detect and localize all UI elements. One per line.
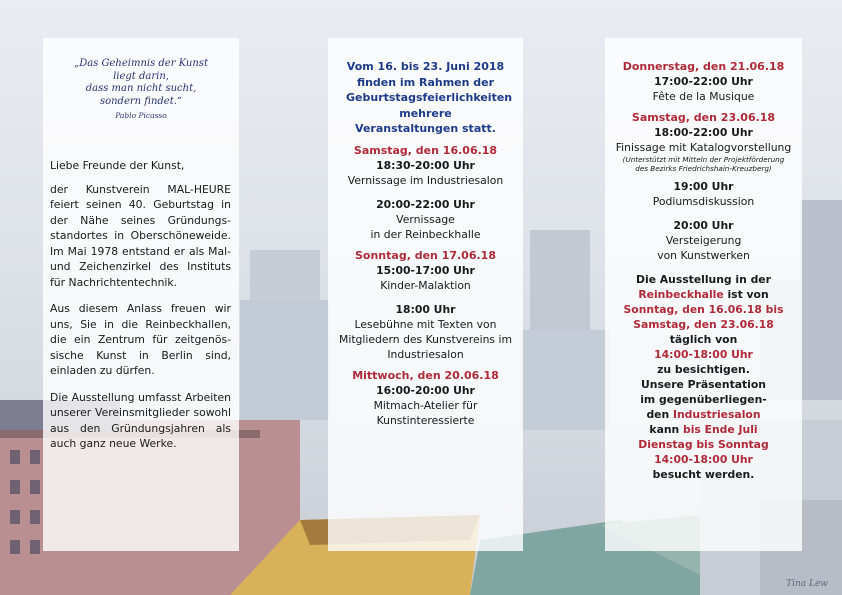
day-heading: Mittwoch, den 20.06.18	[352, 368, 499, 382]
funding-note: (Unterstützt mit Mitteln der Projektförderung	[622, 155, 785, 164]
event-time: 18:30-20:00 Uhr	[376, 158, 475, 172]
info-text: besucht werden.	[652, 468, 755, 481]
day-heading: Sonntag, den 17.06.18	[355, 248, 496, 262]
event-time: 20:00-22:00 Uhr	[376, 197, 475, 211]
day-heading: Samstag, den 16.06.18	[353, 143, 498, 157]
event-time: 18:00 Uhr	[395, 302, 456, 316]
letter-paragraph: Die Ausstellung umfasst Arbeiten unserer Vereinsmitglieder sowohl aus den Gründungsjahren als auch ganz neue Werke.	[50, 390, 231, 450]
letter-paragraph: der Kunstverein MAL-HEURE feiert seinen 40. Geburtstag in der Nähe seines Gründungsstandortes in Oberschöneweide. Im Mai 1978 entstand er als Mal-und Zeichenzirkel des Instituts für Nachrichtentechnik.	[50, 182, 231, 289]
day-heading: Donnerstag, den 21.06.18	[622, 60, 785, 73]
middle-panel	[328, 38, 523, 551]
intro-heading: Vom 16. bis 23. Juni 2018 finden im Rahmen der Geburtstagsfeierlichkeiten mehrere Veranstaltungen statt.	[346, 60, 513, 135]
left-panel	[43, 38, 239, 551]
artist-signature: Tina Lew	[786, 579, 828, 589]
info-text: kann	[649, 423, 683, 436]
day-heading: Samstag, den 23.06.18	[631, 111, 776, 124]
event-time: 16:00-20:00 Uhr	[376, 383, 475, 397]
event-title: Finissage mit Katalogvorstellung	[615, 141, 792, 154]
event-time: 17:00-22:00 Uhr	[654, 75, 753, 88]
info-text: zu besichtigen.	[657, 363, 750, 376]
event-title: Vernissage	[396, 212, 455, 226]
event-title: Kinder-Malaktion	[380, 278, 471, 292]
quote	[43, 58, 239, 120]
quote-line: sondern findet.“	[99, 95, 183, 107]
event-title: Versteigerung	[665, 234, 742, 247]
event-title: Podiumsdiskussion	[652, 195, 755, 208]
event-title: Lesebühne mit Texten von Mitgliedern des Kunstvereins im Industriesalon	[339, 317, 512, 361]
venue-name: Reinbeckhalle	[638, 288, 724, 301]
funding-note: des Bezirks Friedrichshain-Kreuzberg)	[635, 164, 772, 173]
event-time: 18:00-22:00 Uhr	[654, 126, 753, 139]
info-text: ist von	[723, 288, 769, 301]
date-range: Sonntag, den 16.06.18 bis	[623, 303, 784, 316]
event-title: in der Reinbeckhalle	[370, 227, 481, 241]
info-text: Die Ausstellung in der	[636, 273, 771, 286]
date-range: Samstag, den 23.06.18	[633, 318, 774, 331]
exhibition-info	[605, 272, 802, 482]
info-text: Unsere Präsentation	[641, 378, 766, 391]
greeting: Liebe Freunde der Kunst,	[50, 159, 185, 172]
program-schedule-continued	[605, 59, 802, 482]
program-schedule	[328, 59, 523, 428]
quote-line: liegt darin,	[113, 70, 169, 82]
opening-hours: 14:00-18:00 Uhr	[654, 453, 753, 466]
info-text: im gegenüberliegen-	[640, 393, 767, 406]
info-text: den	[646, 408, 673, 421]
until-date: bis Ende Juli	[683, 423, 758, 436]
event-title: Kunstinteressierte	[376, 413, 475, 427]
event-title: Vernissage im Industriesalon	[347, 173, 504, 187]
event-title: Fête de la Musique	[652, 90, 755, 103]
letter-text	[50, 158, 231, 463]
letter-paragraph: Aus diesem Anlass freuen wir uns, Sie in die Reinbeckhallen, die ein Zentrum für zeitgenössische Kunst in Berlin sind, einladen zu dürfen.	[50, 302, 231, 377]
event-title: Mitmach-Atelier für	[373, 398, 478, 412]
quote-author: Pablo Picasso	[115, 111, 167, 120]
venue-name: Industriesalon	[672, 408, 761, 421]
right-panel	[605, 38, 802, 551]
quote-line: „Das Geheimnis der Kunst	[74, 58, 208, 69]
event-time: 15:00-17:00 Uhr	[376, 263, 475, 277]
event-time: 19:00 Uhr	[673, 180, 734, 193]
opening-hours: 14:00-18:00 Uhr	[654, 348, 753, 361]
opening-days: Dienstag bis Sonntag	[638, 438, 769, 451]
quote-line: dass man nicht sucht,	[85, 83, 197, 94]
event-time: 20:00 Uhr	[673, 219, 734, 232]
info-text: täglich von	[669, 333, 738, 346]
event-title: von Kunstwerken	[657, 249, 750, 262]
